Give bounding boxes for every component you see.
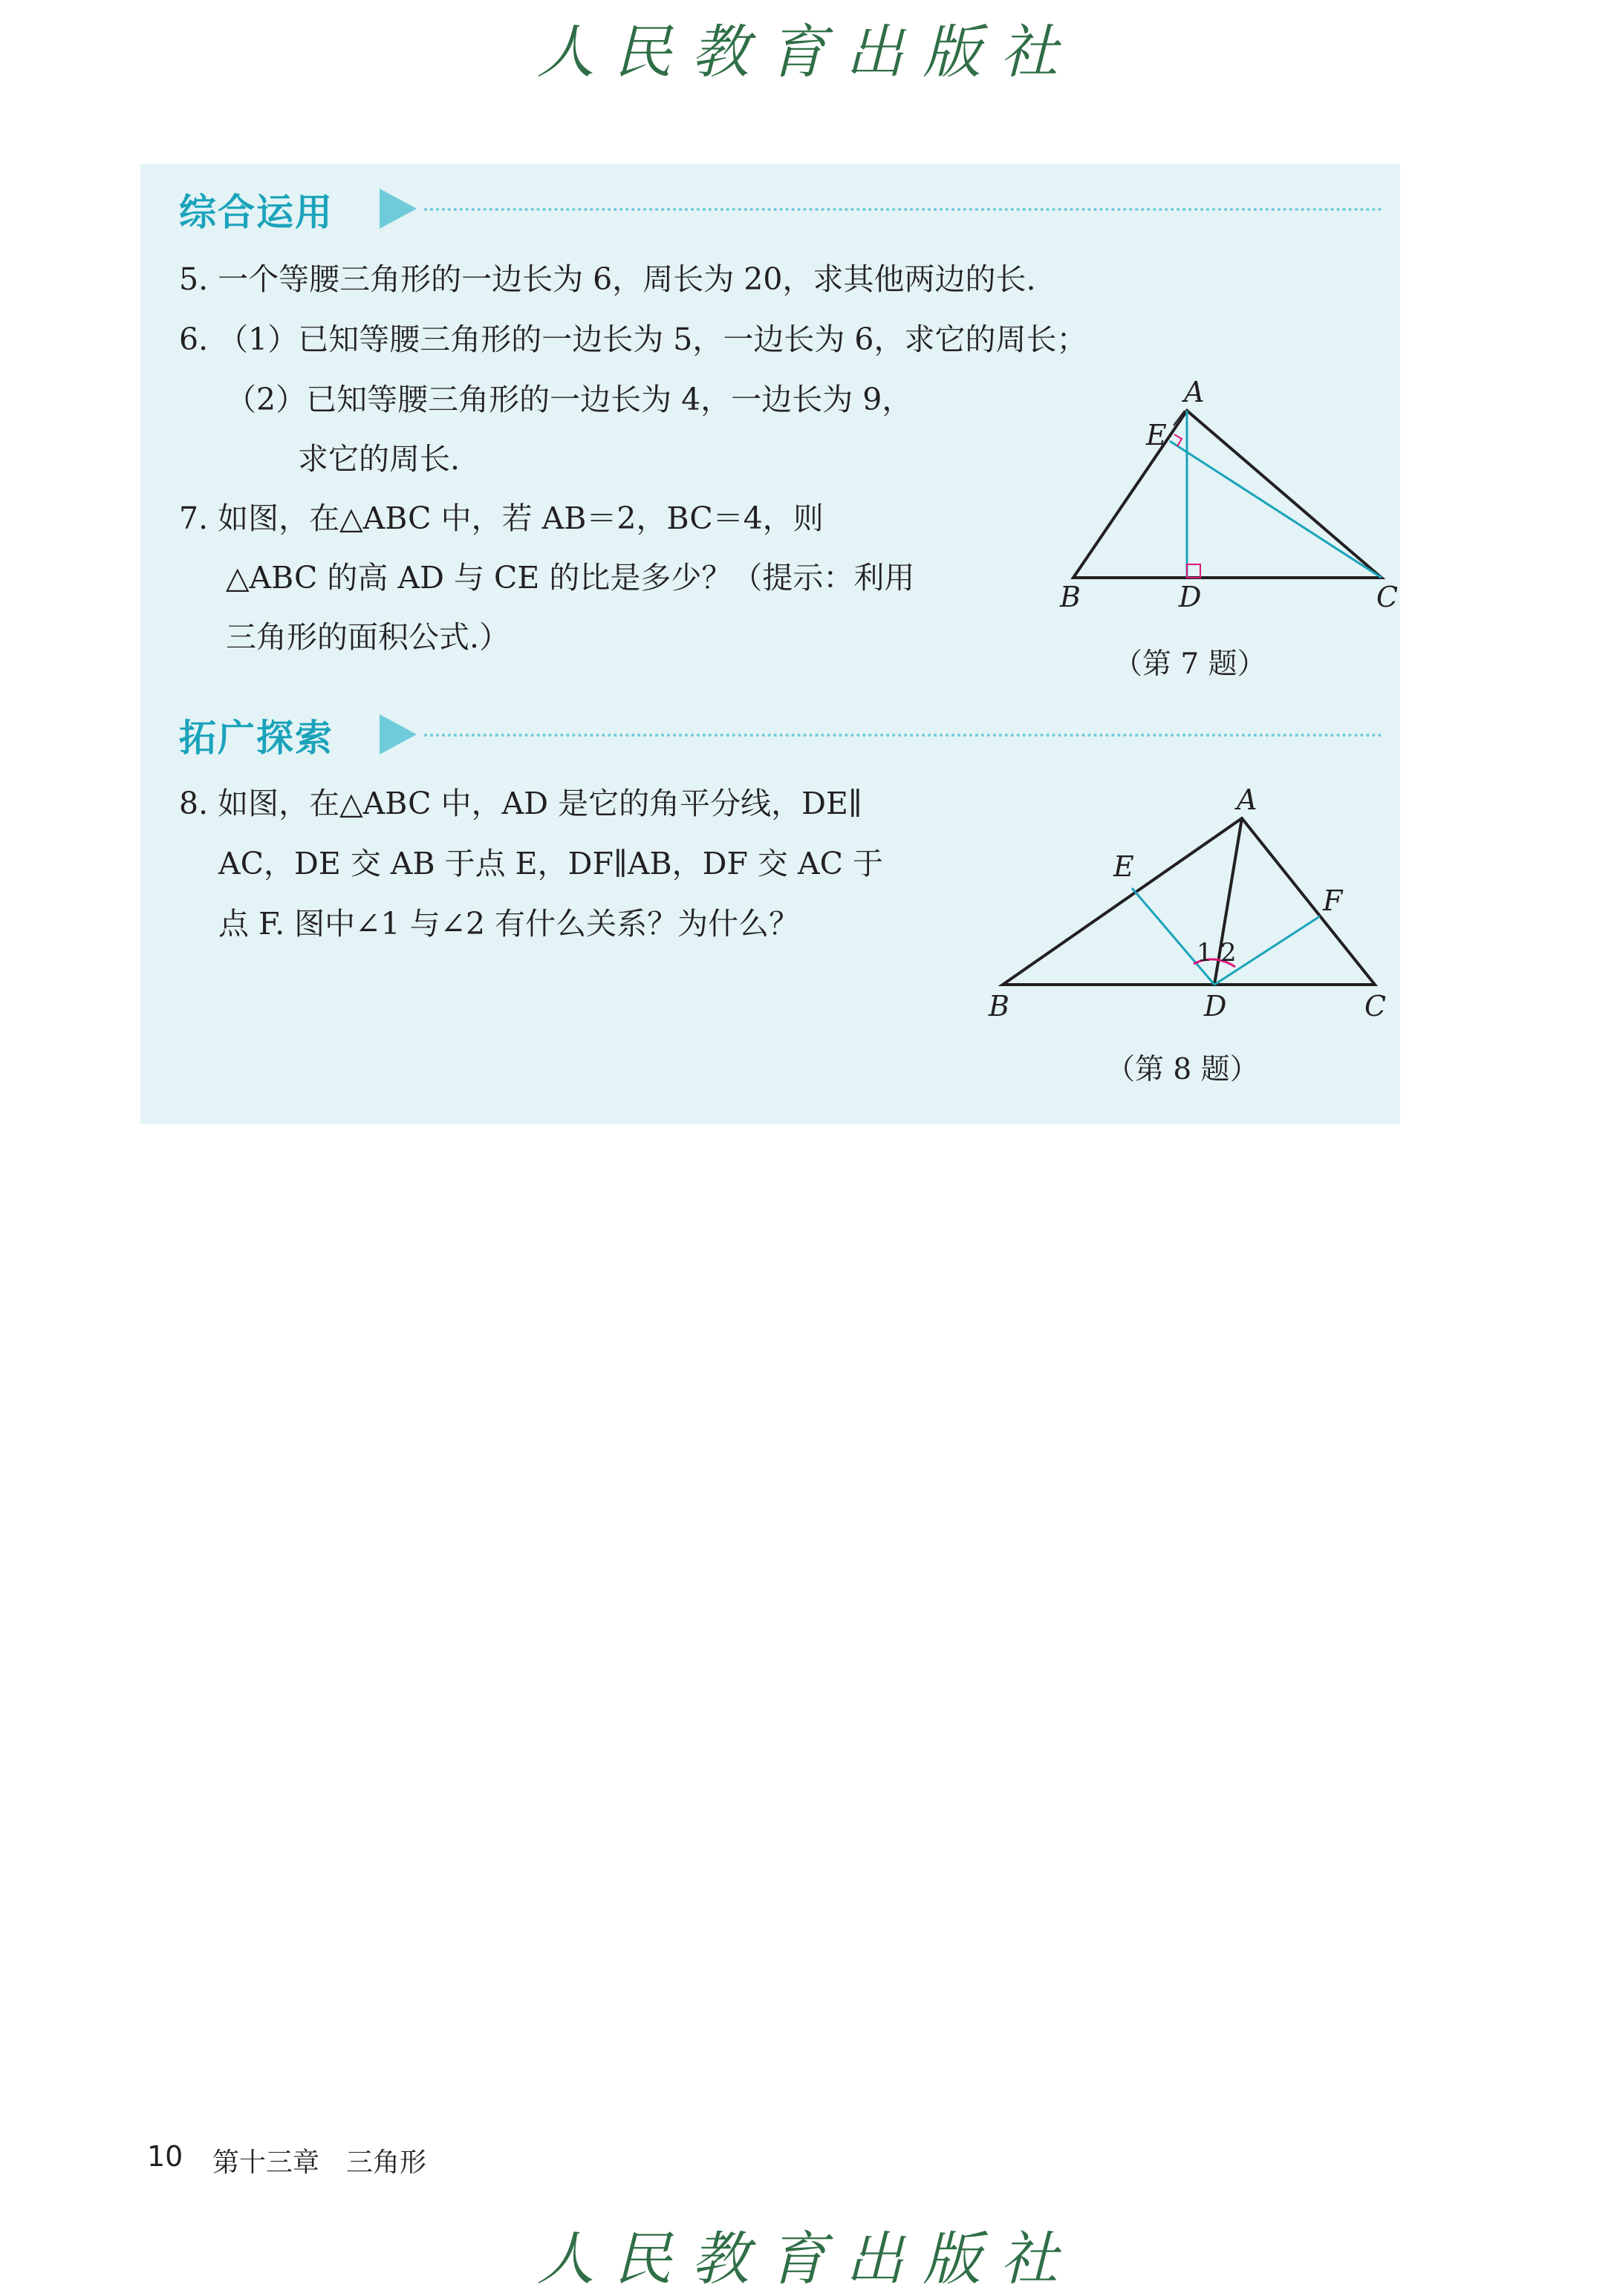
label-b: B (989, 990, 1009, 1023)
figure-8-caption: （第 8 题） (1106, 1053, 1259, 1086)
exercise-box (140, 164, 1400, 1124)
label-d: D (1179, 581, 1202, 613)
label-e: E (1146, 419, 1167, 451)
triangle-abc (1003, 818, 1375, 985)
exercise-5: 5. 一个等腰三角形的一边长为 6，周长为 20，求其他两边的长. (179, 261, 1036, 297)
right-angle-mark-d (1187, 564, 1200, 578)
exercise-8-line-3: 点 F. 图中∠1 与∠2 有什么关系？为什么？ (218, 906, 800, 942)
label-c: C (1376, 581, 1399, 613)
figure-7-caption: （第 7 题） (1113, 648, 1266, 681)
exercise-7-line-3: 三角形的面积公式.） (226, 619, 510, 655)
dotted-rule (424, 208, 1382, 211)
exercise-6-part-1: 6. （1）已知等腰三角形的一边长为 5，一边长为 6，求它的周长； (179, 322, 1087, 357)
angle-1-label: 1 (1197, 938, 1213, 968)
publisher-footer: 人民教育出版社 (536, 2226, 1078, 2293)
label-b: B (1060, 581, 1081, 613)
angle-2-label: 2 (1220, 938, 1237, 968)
section-title: 综合运用 (179, 191, 333, 234)
figure-8-triangle (980, 784, 1396, 1022)
altitude-ce (1170, 441, 1382, 578)
publisher-header: 人民教育出版社 (536, 19, 1078, 86)
label-a: A (1237, 783, 1257, 816)
triangle-arrow-icon (380, 714, 417, 754)
exercise-6-part-2-cont: 求它的周长. (298, 441, 461, 477)
exercise-8-line-2: AC，DE 交 AB 于点 E，DF∥AB，DF 交 AC 于 (218, 846, 883, 881)
chapter-title: 第十三章 三角形 (212, 2147, 427, 2178)
exercise-8-line-1: 8. 如图，在△ABC 中，AD 是它的角平分线，DE∥ (179, 786, 862, 821)
figure-7-triangle (995, 376, 1399, 613)
label-c: C (1364, 990, 1387, 1023)
section-heading-comprehensive (179, 183, 1382, 242)
section-title: 拓广探索 (179, 717, 333, 760)
page-number: 10 (147, 2140, 183, 2173)
label-e: E (1113, 850, 1134, 883)
label-f: F (1323, 884, 1343, 917)
label-d: D (1204, 990, 1227, 1023)
triangle-arrow-icon (380, 189, 417, 229)
exercise-7-line-2: △ABC 的高 AD 与 CE 的比是多少？（提示：利用 (226, 560, 915, 596)
label-a: A (1184, 376, 1205, 408)
exercise-7-line-1: 7. 如图，在△ABC 中，若 AB＝2，BC＝4，则 (179, 500, 824, 536)
section-heading-extension (179, 708, 1382, 768)
dotted-rule (424, 734, 1382, 737)
triangle-abc (1073, 411, 1382, 578)
exercise-6-part-2: （2）已知等腰三角形的一边长为 4，一边长为 9， (226, 382, 913, 417)
segment-de (1132, 888, 1214, 985)
